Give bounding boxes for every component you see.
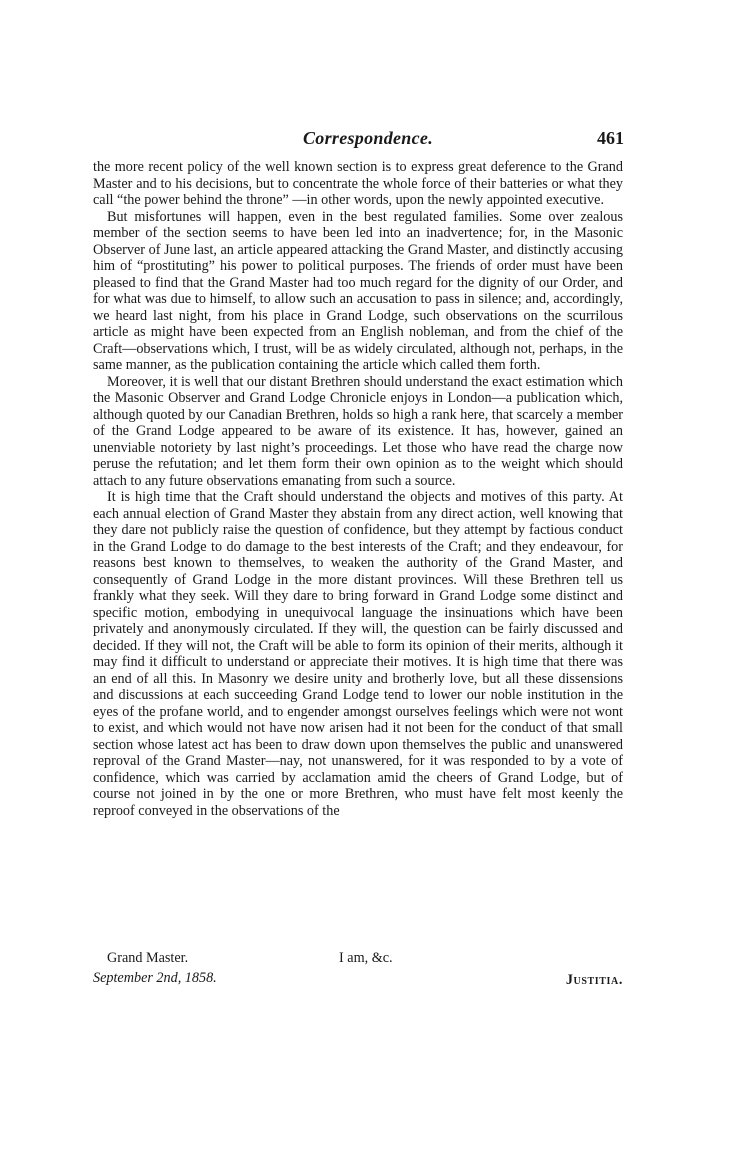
paragraph-1: the more recent policy of the well known section is to express great deference to the Grand Master and to his decisions, but to concentrate the whole force of their batteries or what they call “the power behind the throne” —in other words, upon the newly appointed executive. (93, 159, 623, 208)
letter-body (93, 159, 623, 819)
letter-date: September 2nd, 1858. (93, 970, 217, 986)
page-header (88, 128, 648, 150)
paragraph-3: Moreover, it is well that our distant Brethren should understand the exact estimation which the Masonic Observer and Grand Lodge Chronicle enjoys in London—a publication which, although quoted by our Canadian Brethren, holds so high a rank here, that scarcely a member of the Grand Lodge appeared to be aware of its existence. It has, however, gained an unenviable notoriety by last night’s proceedings. Let those who have read the charge now peruse the refutation; and let them form their own opinion as to the weight which should attach to any future observations emanating from such a source. (93, 373, 623, 489)
paragraph-2: But misfortunes will happen, even in the best regulated families. Some over zealous member of the section seems to have been led into an inadvertence; for, in the Masonic Observer of June last, an article appeared attacking the Grand Master, and distinctly accusing him of “prostituting” his power to political purposes. The friends of order must have been pleased to find that the Grand Master had too much regard for the dignity of our Order, and for what was due to himself, to allow such an accusation to pass in silence; and, accordingly, we heard last night, from his place in Grand Lodge, such observations on the scurrilous article as might have been expected from an English nobleman, and from the chief of the Craft—observations which, I trust, will be as widely circulated, although not, perhaps, in the same manner, as the publication containing the article which called them forth. (93, 208, 623, 373)
running-title: Correspondence. (303, 128, 433, 148)
closing-name-line: Grand Master. (107, 950, 189, 966)
paragraph-4: It is high time that the Craft should understand the objects and motives of this party. At each annual election of Grand Master they abstain from any direct action, well knowing that they dare not publicly raise the question of confidence, but they attempt by factious conduct in the Grand Lodge to do damage to the best interests of the Craft; and they endeavour, for reasons best known to themselves, to weaken the authority of the Grand Master, and consequently of Grand Lodge in the more distant provinces. Will these Brethren tell us frankly what they seek. Will they dare to bring forward in Grand Lodge some distinct and specific motion, embodying in unequivocal language the insinuations which have been privately and anonymously circulated. If they will, the question can be fairly discussed and decided. If they will not, the Craft will be able to form its opinion of their merits, although it may find it difficult to understand or appreciate their motives. It is high time that there was an end of all this. In Masonry we desire unity and brotherly love, but all these dissensions and discussions at each succeeding Grand Lodge tend to lower our noble institution in the eyes of the profane world, and to engender amongst ourselves feelings which were not wont to exist, and which would not have now arisen had it not been for the conduct of that small section whose latest act has been to draw down upon themselves the public and unanswered reproval of the Grand Master—nay, not unanswered, for it was responded to by a vote of confidence, which was carried by acclamation amid the cheers of Grand Lodge, but of course not joined in by the one or more Brethren, who must have felt most keenly the reproof conveyed in the observations of the (93, 489, 623, 819)
letter-closing (93, 950, 623, 986)
page-number: 461 (597, 128, 624, 148)
signature: Justitia. (565, 972, 623, 988)
closing-phrase: I am, &c. (339, 950, 393, 966)
